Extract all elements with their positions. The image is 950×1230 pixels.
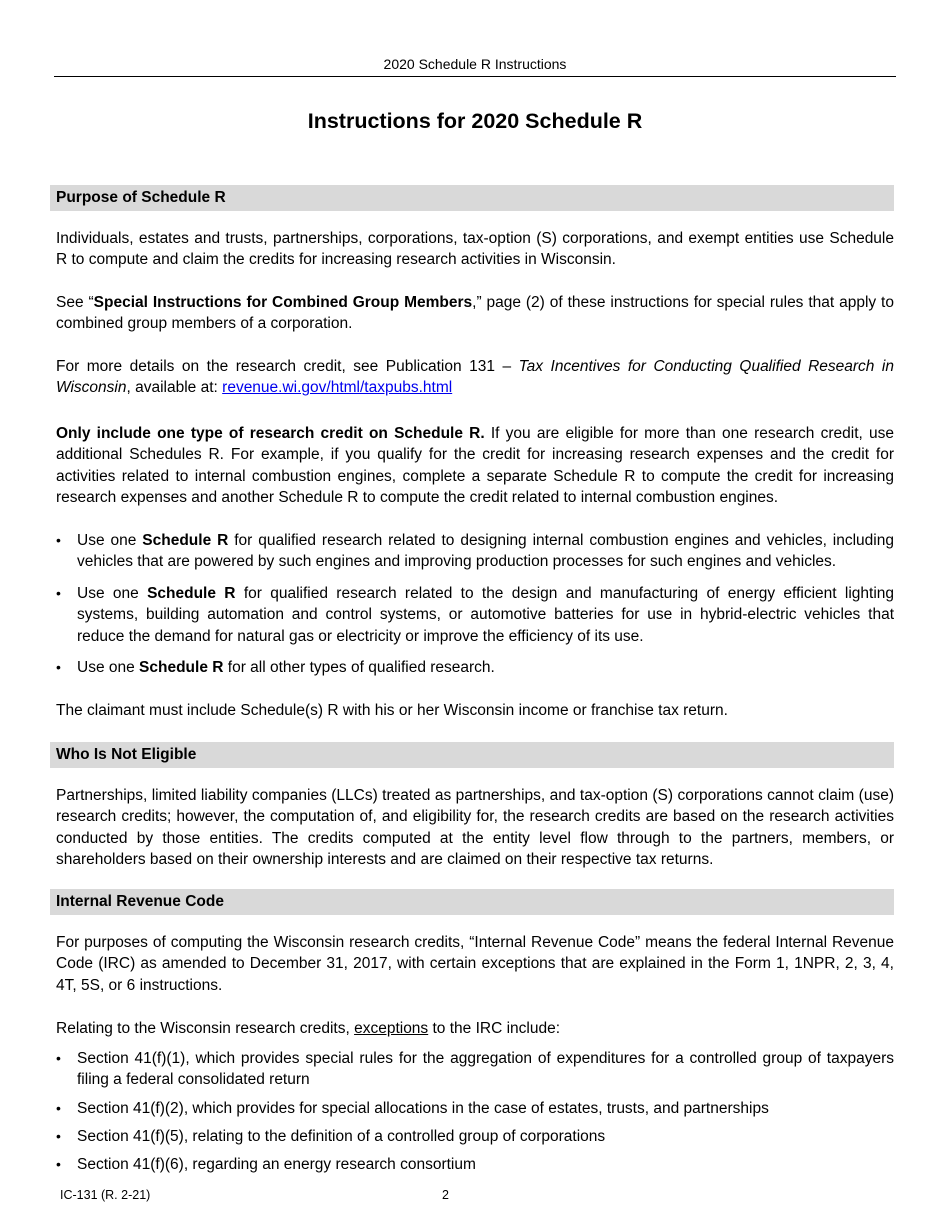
purpose-paragraph-3 — [56, 356, 894, 399]
taxpubs-link[interactable]: revenue.wi.gov/html/taxpubs.html — [222, 379, 453, 397]
list-item-pre: Use one — [77, 659, 140, 676]
bullet-icon: • — [56, 1128, 61, 1144]
p4-text-bold: Only include one type of research credit on Schedule R. — [56, 425, 485, 442]
list-item-bold: Schedule R — [142, 532, 229, 549]
exceptions-underlined: exceptions — [354, 1020, 429, 1037]
p4-text-rest: If you are eligible for more than one research credit, use additional Schedules R. For example, if you qualify for the credit for increasing research expenses and the credit for activities related to internal combustion engines, complete a separate Schedule R to compute the credit for increasing research expenses and another Schedule R to compute the credit related to internal combustion engines. — [56, 425, 894, 506]
list-item-pre: Use one — [77, 532, 143, 549]
section-heading-not-eligible: Who Is Not Eligible — [50, 742, 894, 768]
bullet-icon: • — [56, 585, 61, 601]
list-item — [56, 583, 894, 647]
list-item-text: Section 41(f)(6), regarding an energy research consortium — [77, 1156, 476, 1173]
bullet-icon: • — [56, 659, 61, 675]
irc-p2-post: to the IRC include: — [428, 1020, 561, 1037]
list-item-bold: Schedule R — [139, 659, 224, 676]
form-identifier: IC-131 (R. 2-21) — [60, 1188, 151, 1202]
section-heading-purpose: Purpose of Schedule R — [50, 185, 894, 211]
list-item — [56, 657, 894, 678]
bullet-icon: • — [56, 1050, 61, 1066]
irc-paragraph-2 — [56, 1018, 894, 1039]
bullet-icon: • — [56, 532, 61, 548]
running-header: 2020 Schedule R Instructions — [54, 56, 896, 77]
irc-paragraph-1: For purposes of computing the Wisconsin research credits, “Internal Revenue Code” means the federal Internal Revenue Code (IRC) as amended to December 31, 2017, with certain exceptions that are explained in the Form 1, 1NPR, 2, 3, 4, 4T, 5S, or 6 instructions. — [56, 934, 894, 994]
irc-p2-pre: Relating to the Wisconsin research credits, — [56, 1020, 355, 1037]
bullet-icon: • — [56, 1100, 61, 1116]
list-item-text: Section 41(f)(2), which provides for special allocations in the case of estates, trusts, and partnerships — [77, 1100, 769, 1117]
list-item-pre: Use one — [77, 585, 148, 602]
section-heading-irc: Internal Revenue Code — [50, 889, 894, 915]
purpose-paragraph-1: Individuals, estates and trusts, partnerships, corporations, tax-option (S) corporations, and exempt entities use Schedule R to compute and claim the credits for increasing research activities in Wisconsin. — [56, 230, 894, 269]
purpose-paragraph-5: The claimant must include Schedule(s) R with his or her Wisconsin income or franchise tax return. — [56, 702, 728, 719]
list-item-post: for all other types of qualified research. — [223, 659, 495, 676]
list-item — [56, 1048, 894, 1091]
list-item — [56, 1098, 894, 1119]
purpose-paragraph-4 — [56, 423, 894, 508]
bullet-icon: • — [56, 1156, 61, 1172]
p3-text-pre: For more details on the research credit, see Publication 131 – — [56, 358, 519, 375]
list-item-text: Section 41(f)(5), relating to the definition of a controlled group of corporations — [77, 1128, 606, 1145]
page-title: Instructions for 2020 Schedule R — [307, 109, 643, 133]
page-number: 2 — [442, 1188, 449, 1202]
p2-text-pre: See “ — [56, 294, 94, 311]
list-item-bold: Schedule R — [147, 585, 236, 602]
list-item-text: Section 41(f)(1), which provides special rules for the aggregation of expenditures for a controlled group of taxpayers filing a federal consolidated return — [77, 1050, 894, 1089]
not-eligible-paragraph: Partnerships, limited liability companies (LLCs) treated as partnerships, and tax-option (S) corporations cannot claim (use) research credits; however, the computation of, and eligibility for, the research credits are based on the research activities conducted by those entities. The credits computed at the entity level flow through to the partners, members, or shareholders based on their ownership interests and are claimed on their respective tax returns. — [56, 787, 894, 868]
purpose-paragraph-2 — [56, 292, 894, 335]
p2-text-post: ,” page (2) of these instructions for special rules that apply to combined group members of a corporation. — [56, 294, 894, 333]
p2-text-bold: Special Instructions for Combined Group Members — [93, 294, 473, 311]
p3-text-mid: , available at: — [126, 379, 223, 397]
list-item — [56, 530, 894, 573]
list-item — [56, 1126, 894, 1147]
list-item-post: for qualified research related to designing internal combustion engines and vehicles, including vehicles that are powered by such engines and improving production processes for such engines and vehicles. — [77, 532, 894, 571]
list-item — [56, 1154, 894, 1175]
publication-title: Tax Incentives for Conducting Qualified Research in Wisconsin — [56, 358, 894, 397]
list-item-post: for qualified research related to the design and manufacturing of energy efficient lighting systems, building automation and control systems, or automotive batteries for use in hybrid-electric vehicles that reduce the demand for natural gas or electricity or improve the efficiency of its use. — [77, 585, 894, 645]
